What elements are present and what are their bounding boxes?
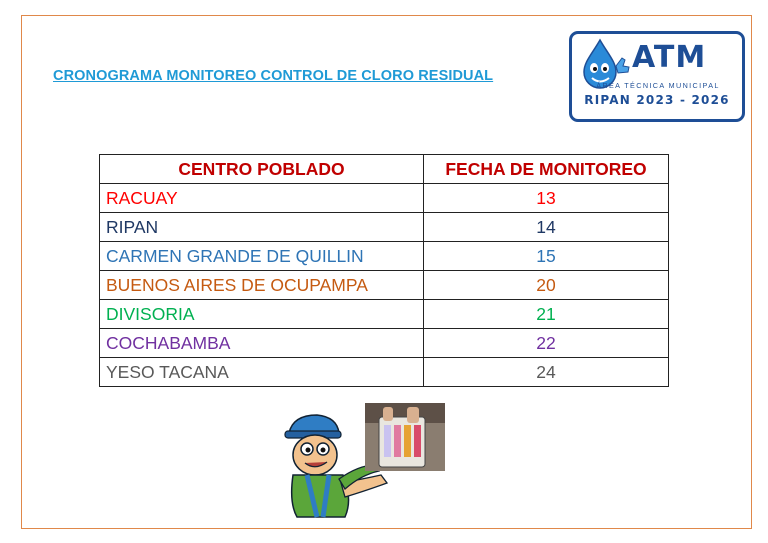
row-name: COCHABAMBA <box>100 329 424 358</box>
table-row <box>100 184 669 213</box>
row-date: 20 <box>424 271 669 300</box>
table-row <box>100 242 669 271</box>
atm-logo <box>569 31 745 122</box>
row-name: BUENOS AIRES DE OCUPAMPA <box>100 271 424 300</box>
row-name: DIVISORIA <box>100 300 424 329</box>
logo-years: RIPAN 2023 - 2026 <box>584 93 730 107</box>
table-row <box>100 213 669 242</box>
table-header-row <box>100 155 669 184</box>
logo-subtitle: ÁREA TÉCNICA MUNICIPAL <box>596 81 720 90</box>
row-date: 14 <box>424 213 669 242</box>
row-name: YESO TACANA <box>100 358 424 387</box>
header-centro-poblado: CENTRO POBLADO <box>100 155 424 184</box>
row-date: 24 <box>424 358 669 387</box>
table-row <box>100 300 669 329</box>
chlorine-test-kit-icon <box>365 403 445 471</box>
table-row <box>100 329 669 358</box>
row-name: CARMEN GRANDE DE QUILLIN <box>100 242 424 271</box>
page-title: CRONOGRAMA MONITOREO CONTROL DE CLORO RESIDUAL <box>53 68 494 84</box>
row-name: RIPAN <box>100 213 424 242</box>
row-date: 15 <box>424 242 669 271</box>
table-row <box>100 358 669 387</box>
row-name: RACUAY <box>100 184 424 213</box>
logo-title: ATM <box>632 40 707 75</box>
row-date: 22 <box>424 329 669 358</box>
monitoring-schedule-table <box>99 154 669 387</box>
table-row <box>100 271 669 300</box>
row-date: 21 <box>424 300 669 329</box>
row-date: 13 <box>424 184 669 213</box>
header-fecha-monitoreo: FECHA DE MONITOREO <box>424 155 669 184</box>
monitoring-illustration <box>283 403 448 521</box>
